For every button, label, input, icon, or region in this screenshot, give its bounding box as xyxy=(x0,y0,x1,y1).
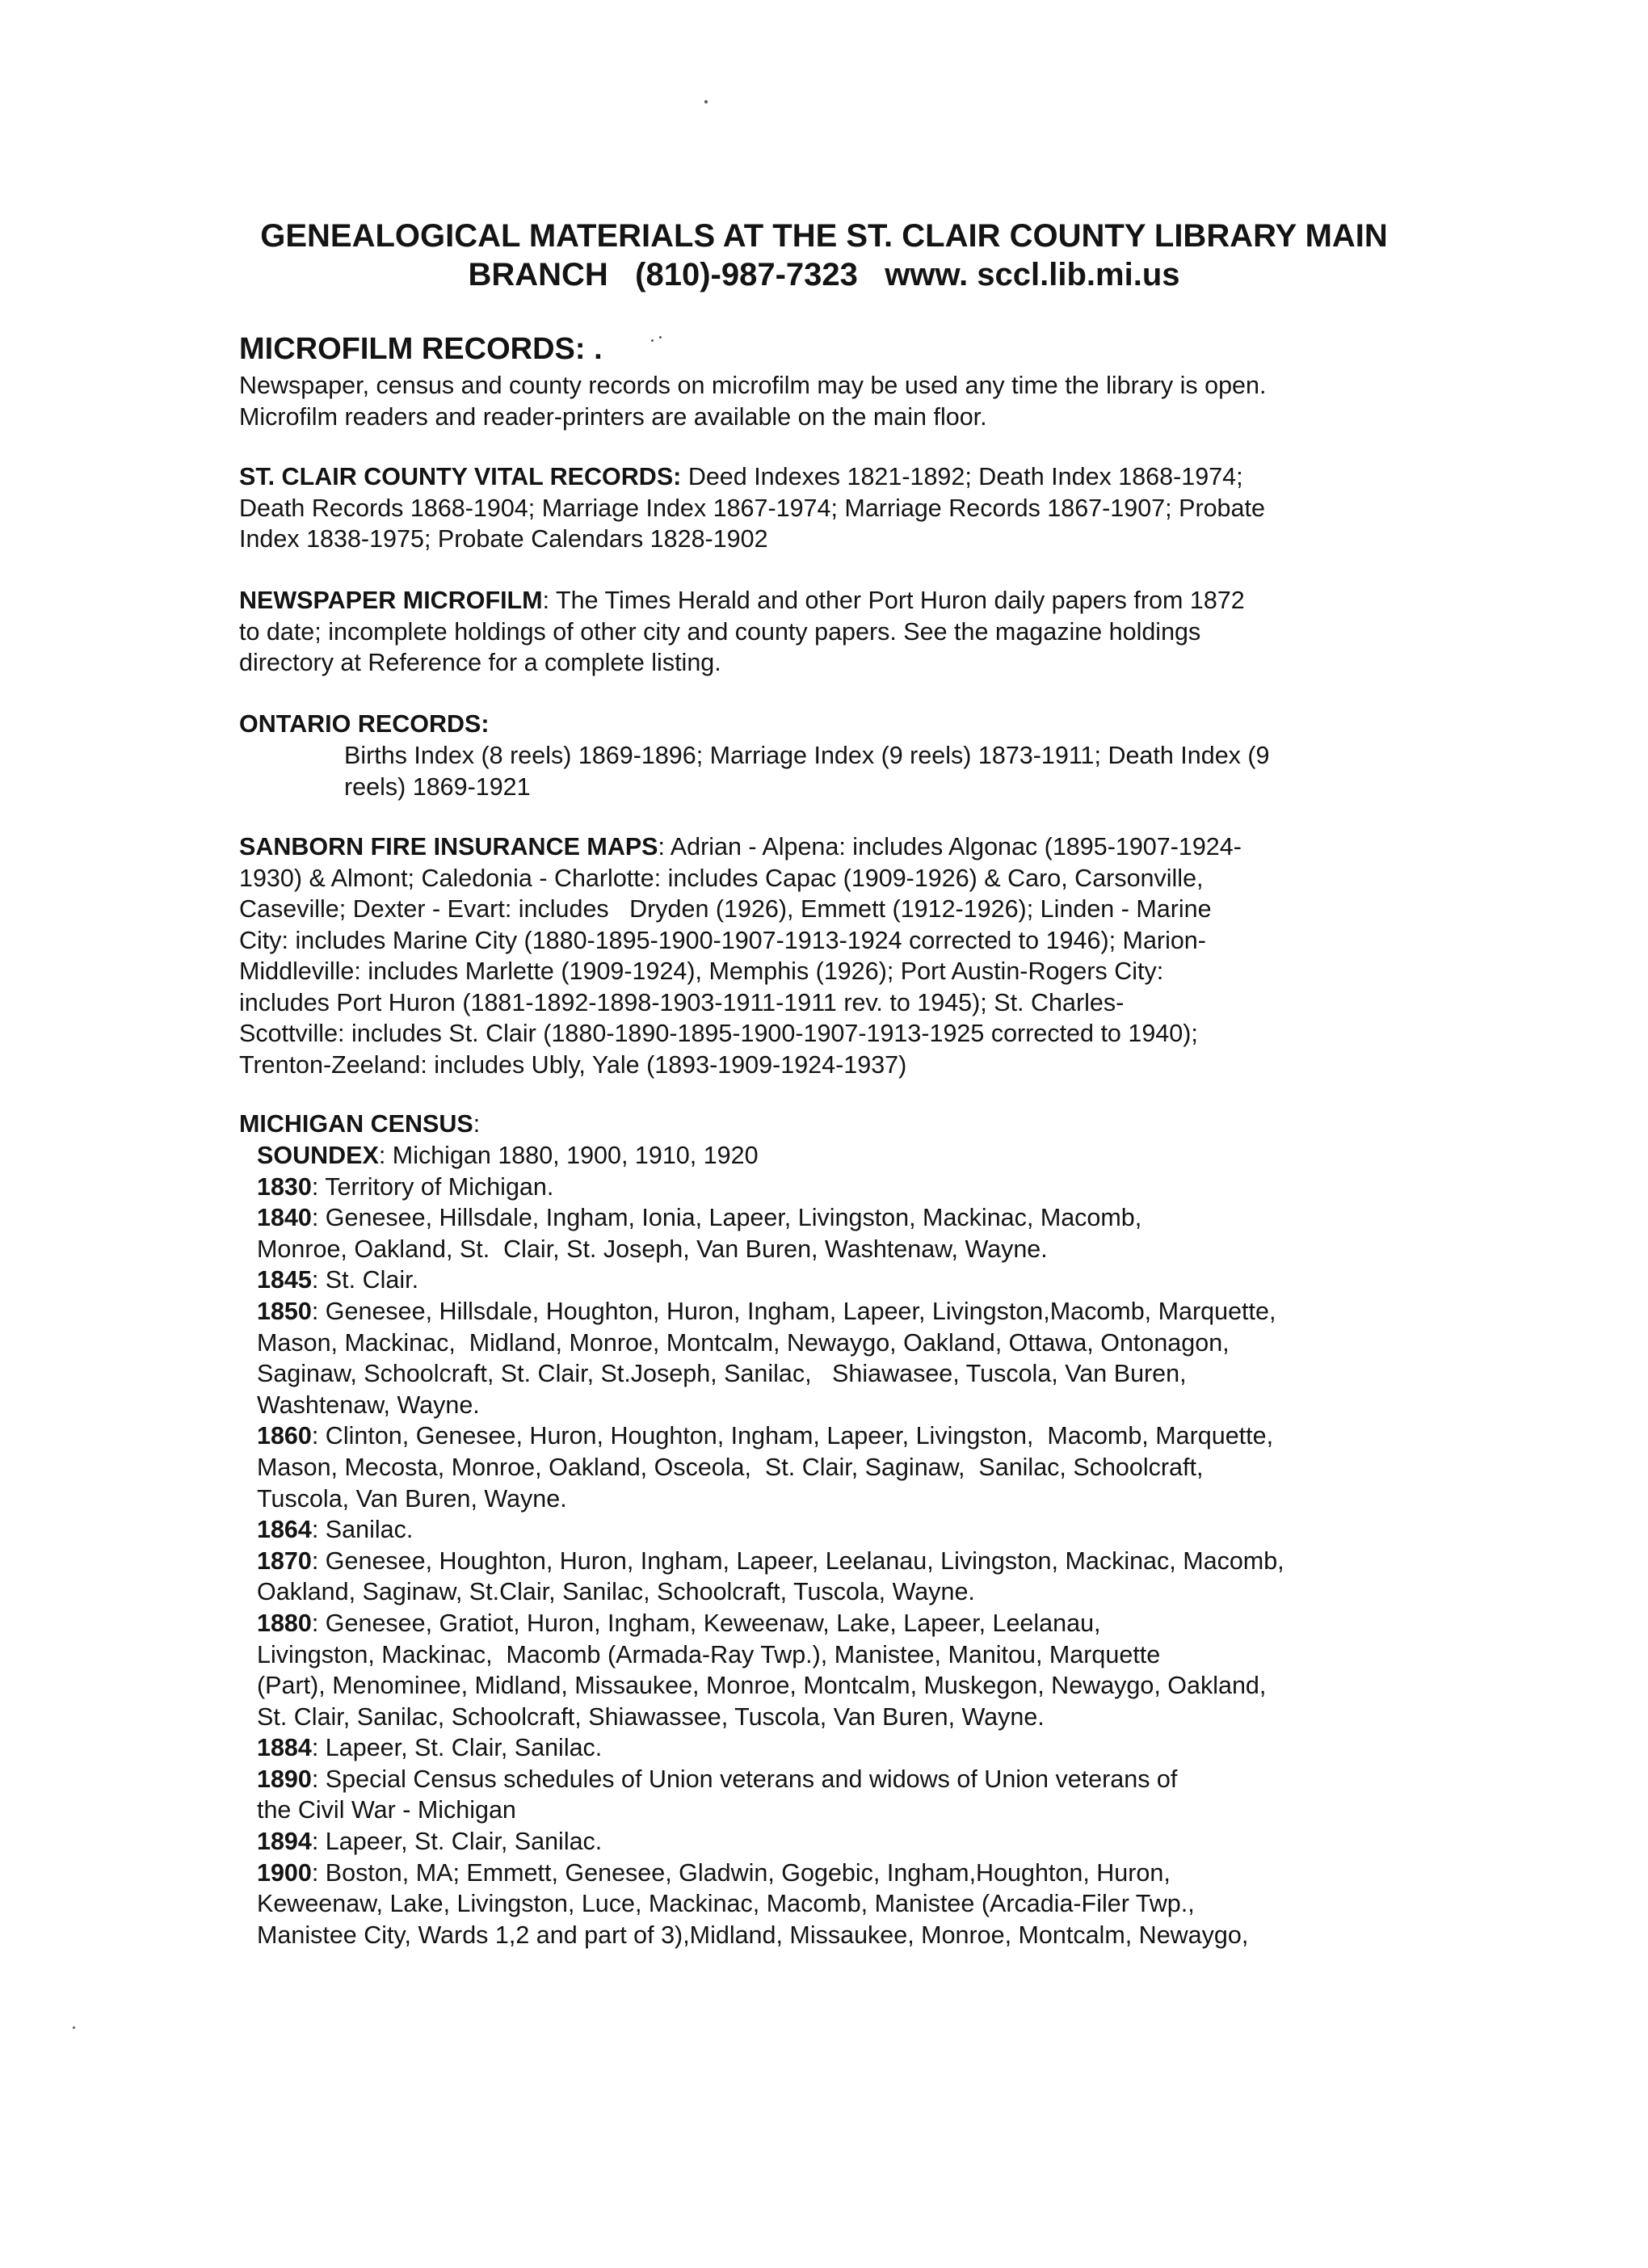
census-entry-1900 xyxy=(257,1858,1420,1889)
sanborn-text: : Adrian - Alpena: includes Algonac (1895-1907-1924- xyxy=(658,833,1242,860)
census-continuation: (Part), Menominee, Midland, Missaukee, Monroe, Montcalm, Muskegon, Newaygo, Oakland, xyxy=(257,1672,1267,1700)
ontario-line-1: Births Index (8 reels) 1869-1896; Marriage Index (9 reels) 1873-1911; Death Index (9 xyxy=(344,742,1270,769)
census-entry-1894 xyxy=(257,1826,1420,1858)
census-entry-1870 xyxy=(257,1546,1420,1577)
sanborn-label: SANBORN FIRE INSURANCE MAPS xyxy=(239,833,658,860)
census-text: : Lapeer, St. Clair, Sanilac. xyxy=(311,1734,603,1762)
census-year: 1870 xyxy=(257,1546,312,1575)
census-year: 1850 xyxy=(257,1297,312,1325)
ontario-section xyxy=(239,709,1402,740)
scan-speck xyxy=(73,2026,75,2029)
census-year: SOUNDEX xyxy=(257,1142,379,1169)
census-continuation: Monroe, Oakland, St. Clair, St. Joseph, Van Buren, Washtenaw, Wayne. xyxy=(257,1235,1048,1263)
census-year: 1840 xyxy=(257,1204,312,1232)
newspaper-section xyxy=(239,585,1402,679)
census-continuation: Saginaw, Schoolcraft, St. Clair, St.Joseph, Sanilac, Shiawasee, Tuscola, Van Buren, xyxy=(257,1360,1187,1388)
census-entry-soundex xyxy=(257,1140,1420,1172)
ontario-details xyxy=(344,740,1410,802)
census-entry-1860 xyxy=(257,1420,1420,1452)
census-year: 1900 xyxy=(257,1858,312,1887)
document-title xyxy=(194,217,1454,294)
census-continuation: the Civil War - Michigan xyxy=(257,1796,516,1824)
title-line-2: BRANCH (810)-987-7323 www. sccl.lib.mi.us xyxy=(468,257,1180,292)
census-text: : Genesee, Hillsdale, Houghton, Huron, Ingham, Lapeer, Livingston,Macomb, Marquette, xyxy=(311,1297,1276,1325)
vital-records-label: ST. CLAIR COUNTY VITAL RECORDS: xyxy=(239,463,682,490)
census-text: : St. Clair. xyxy=(311,1266,419,1294)
census-heading xyxy=(239,1109,1402,1140)
vital-records-text: Deed Indexes 1821-1892; Death Index 1868-1974; xyxy=(681,463,1243,490)
census-section xyxy=(239,1109,1402,1140)
sanborn-line-7: Scottville: includes St. Clair (1880-1890-1895-1900-1907-1913-1925 corrected to 1940); xyxy=(239,1020,1198,1047)
sanborn-line-5: Middleville: includes Marlette (1909-1924), Memphis (1926); Port Austin-Rogers City: xyxy=(239,957,1164,985)
census-year: 1884 xyxy=(257,1734,312,1762)
census-year: 1864 xyxy=(257,1516,312,1544)
census-text: : Michigan 1880, 1900, 1910, 1920 xyxy=(378,1142,759,1169)
newspaper-line-3: directory at Reference for a complete listing. xyxy=(239,649,721,676)
newspaper-line-1 xyxy=(239,585,1402,616)
census-year: 1880 xyxy=(257,1609,312,1637)
census-continuation: Livingston, Mackinac, Macomb (Armada-Ray Twp.), Manistee, Manitou, Marquette xyxy=(257,1640,1161,1668)
census-text: : Genesee, Gratiot, Huron, Ingham, Keweenaw, Lake, Lapeer, Leelanau, xyxy=(311,1609,1101,1637)
newspaper-label: NEWSPAPER MICROFILM xyxy=(239,587,543,614)
microfilm-heading: MICROFILM RECORDS: . xyxy=(239,332,603,366)
vital-records-section xyxy=(239,461,1402,555)
census-year: 1845 xyxy=(257,1266,312,1294)
census-continuation: Keweenaw, Lake, Livingston, Luce, Mackinac, Macomb, Manistee (Arcadia-Filer Twp., xyxy=(257,1890,1195,1918)
scan-speck xyxy=(651,339,654,342)
census-label: MICHIGAN CENSUS xyxy=(239,1110,473,1138)
census-continuation: Manistee City, Wards 1,2 and part of 3),Midland, Missaukee, Monroe, Montcalm, Newaygo, xyxy=(257,1921,1249,1949)
census-text: : Lapeer, St. Clair, Sanilac. xyxy=(311,1828,603,1856)
microfilm-description xyxy=(239,370,1402,432)
ontario-label: ONTARIO RECORDS: xyxy=(239,710,490,738)
title-line-1: GENEALOGICAL MATERIALS AT THE ST. CLAIR COUNTY LIBRARY MAIN xyxy=(260,218,1388,254)
newspaper-line-2: to date; incomplete holdings of other city and county papers. See the magazine holdings xyxy=(239,617,1201,646)
census-entry-1830 xyxy=(257,1172,1420,1203)
census-text: : Sanilac. xyxy=(311,1516,414,1544)
sanborn-line-3: Caseville; Dexter - Evart: includes Dryden (1926), Emmett (1912-1926); Linden - Marine xyxy=(239,895,1212,923)
vital-records-line-3: Index 1838-1975; Probate Calendars 1828-1902 xyxy=(239,525,768,553)
census-text: : Territory of Michigan. xyxy=(311,1172,554,1201)
census-continuation: Oakland, Saginaw, St.Clair, Sanilac, Schoolcraft, Tuscola, Wayne. xyxy=(257,1578,975,1606)
census-continuation: St. Clair, Sanilac, Schoolcraft, Shiawassee, Tuscola, Van Buren, Wayne. xyxy=(257,1702,1045,1731)
census-entry-1864 xyxy=(257,1514,1420,1546)
microfilm-line-2: Microfilm readers and reader-printers are available on the main floor. xyxy=(239,402,987,431)
census-text: : Special Census schedules of Union veterans and widows of Union veterans of xyxy=(311,1765,1178,1793)
sanborn-line-1 xyxy=(239,831,1402,863)
census-entry-1850 xyxy=(257,1296,1420,1328)
sanborn-line-6: includes Port Huron (1881-1892-1898-1903-1911-1911 rev. to 1945); St. Charles- xyxy=(239,988,1125,1016)
sanborn-line-2: 1930) & Almont; Caledonia - Charlotte: includes Capac (1909-1926) & Caro, Carsonville, xyxy=(239,864,1204,892)
census-entry-1880 xyxy=(257,1608,1420,1639)
ontario-line-2: reels) 1869-1921 xyxy=(344,772,531,801)
census-text: : Clinton, Genesee, Huron, Houghton, Ingham, Lapeer, Livingston, Macomb, Marquette, xyxy=(311,1422,1274,1450)
census-continuation: Washtenaw, Wayne. xyxy=(257,1391,480,1419)
census-entry-1840 xyxy=(257,1202,1420,1234)
census-continuation: Mason, Mackinac, Midland, Monroe, Montcalm, Newaygo, Oakland, Ottawa, Ontonagon, xyxy=(257,1328,1230,1357)
census-year: 1894 xyxy=(257,1828,312,1856)
sanborn-section xyxy=(239,831,1402,1080)
sanborn-line-4: City: includes Marine City (1880-1895-1900-1907-1913-1924 corrected to 1946); Marion- xyxy=(239,926,1206,954)
scan-speck xyxy=(704,100,708,103)
census-entries xyxy=(257,1140,1420,1950)
newspaper-text: : The Times Herald and other Port Huron daily papers from 1872 xyxy=(542,587,1245,614)
census-year: 1830 xyxy=(257,1172,312,1201)
census-text: : Genesee, Hillsdale, Ingham, Ionia, Lapeer, Livingston, Mackinac, Macomb, xyxy=(311,1204,1142,1232)
microfilm-line-1: Newspaper, census and county records on microfilm may be used any time the library is open. xyxy=(239,372,1267,399)
census-entry-1845 xyxy=(257,1264,1420,1296)
census-continuation: Tuscola, Van Buren, Wayne. xyxy=(257,1484,567,1513)
vital-records-line-1 xyxy=(239,461,1402,493)
census-continuation: Mason, Mecosta, Monroe, Oakland, Osceola, St. Clair, Saginaw, Sanilac, Schoolcraft, xyxy=(257,1453,1204,1481)
census-text: : Boston, MA; Emmett, Genesee, Gladwin, Gogebic, Ingham,Houghton, Huron, xyxy=(311,1858,1171,1887)
vital-records-line-2: Death Records 1868-1904; Marriage Index 1867-1974; Marriage Records 1867-1907; Probate xyxy=(239,494,1265,522)
census-year: 1890 xyxy=(257,1765,312,1793)
census-entry-1890 xyxy=(257,1764,1420,1795)
scan-speck xyxy=(659,336,662,339)
census-entry-1884 xyxy=(257,1732,1420,1764)
census-year: 1860 xyxy=(257,1422,312,1450)
census-label-suffix: : xyxy=(473,1110,481,1138)
census-text: : Genesee, Houghton, Huron, Ingham, Lapeer, Leelanau, Livingston, Mackinac, Macomb, xyxy=(311,1546,1284,1575)
sanborn-line-8: Trenton-Zeeland: includes Ubly, Yale (1893-1909-1924-1937) xyxy=(239,1050,907,1079)
